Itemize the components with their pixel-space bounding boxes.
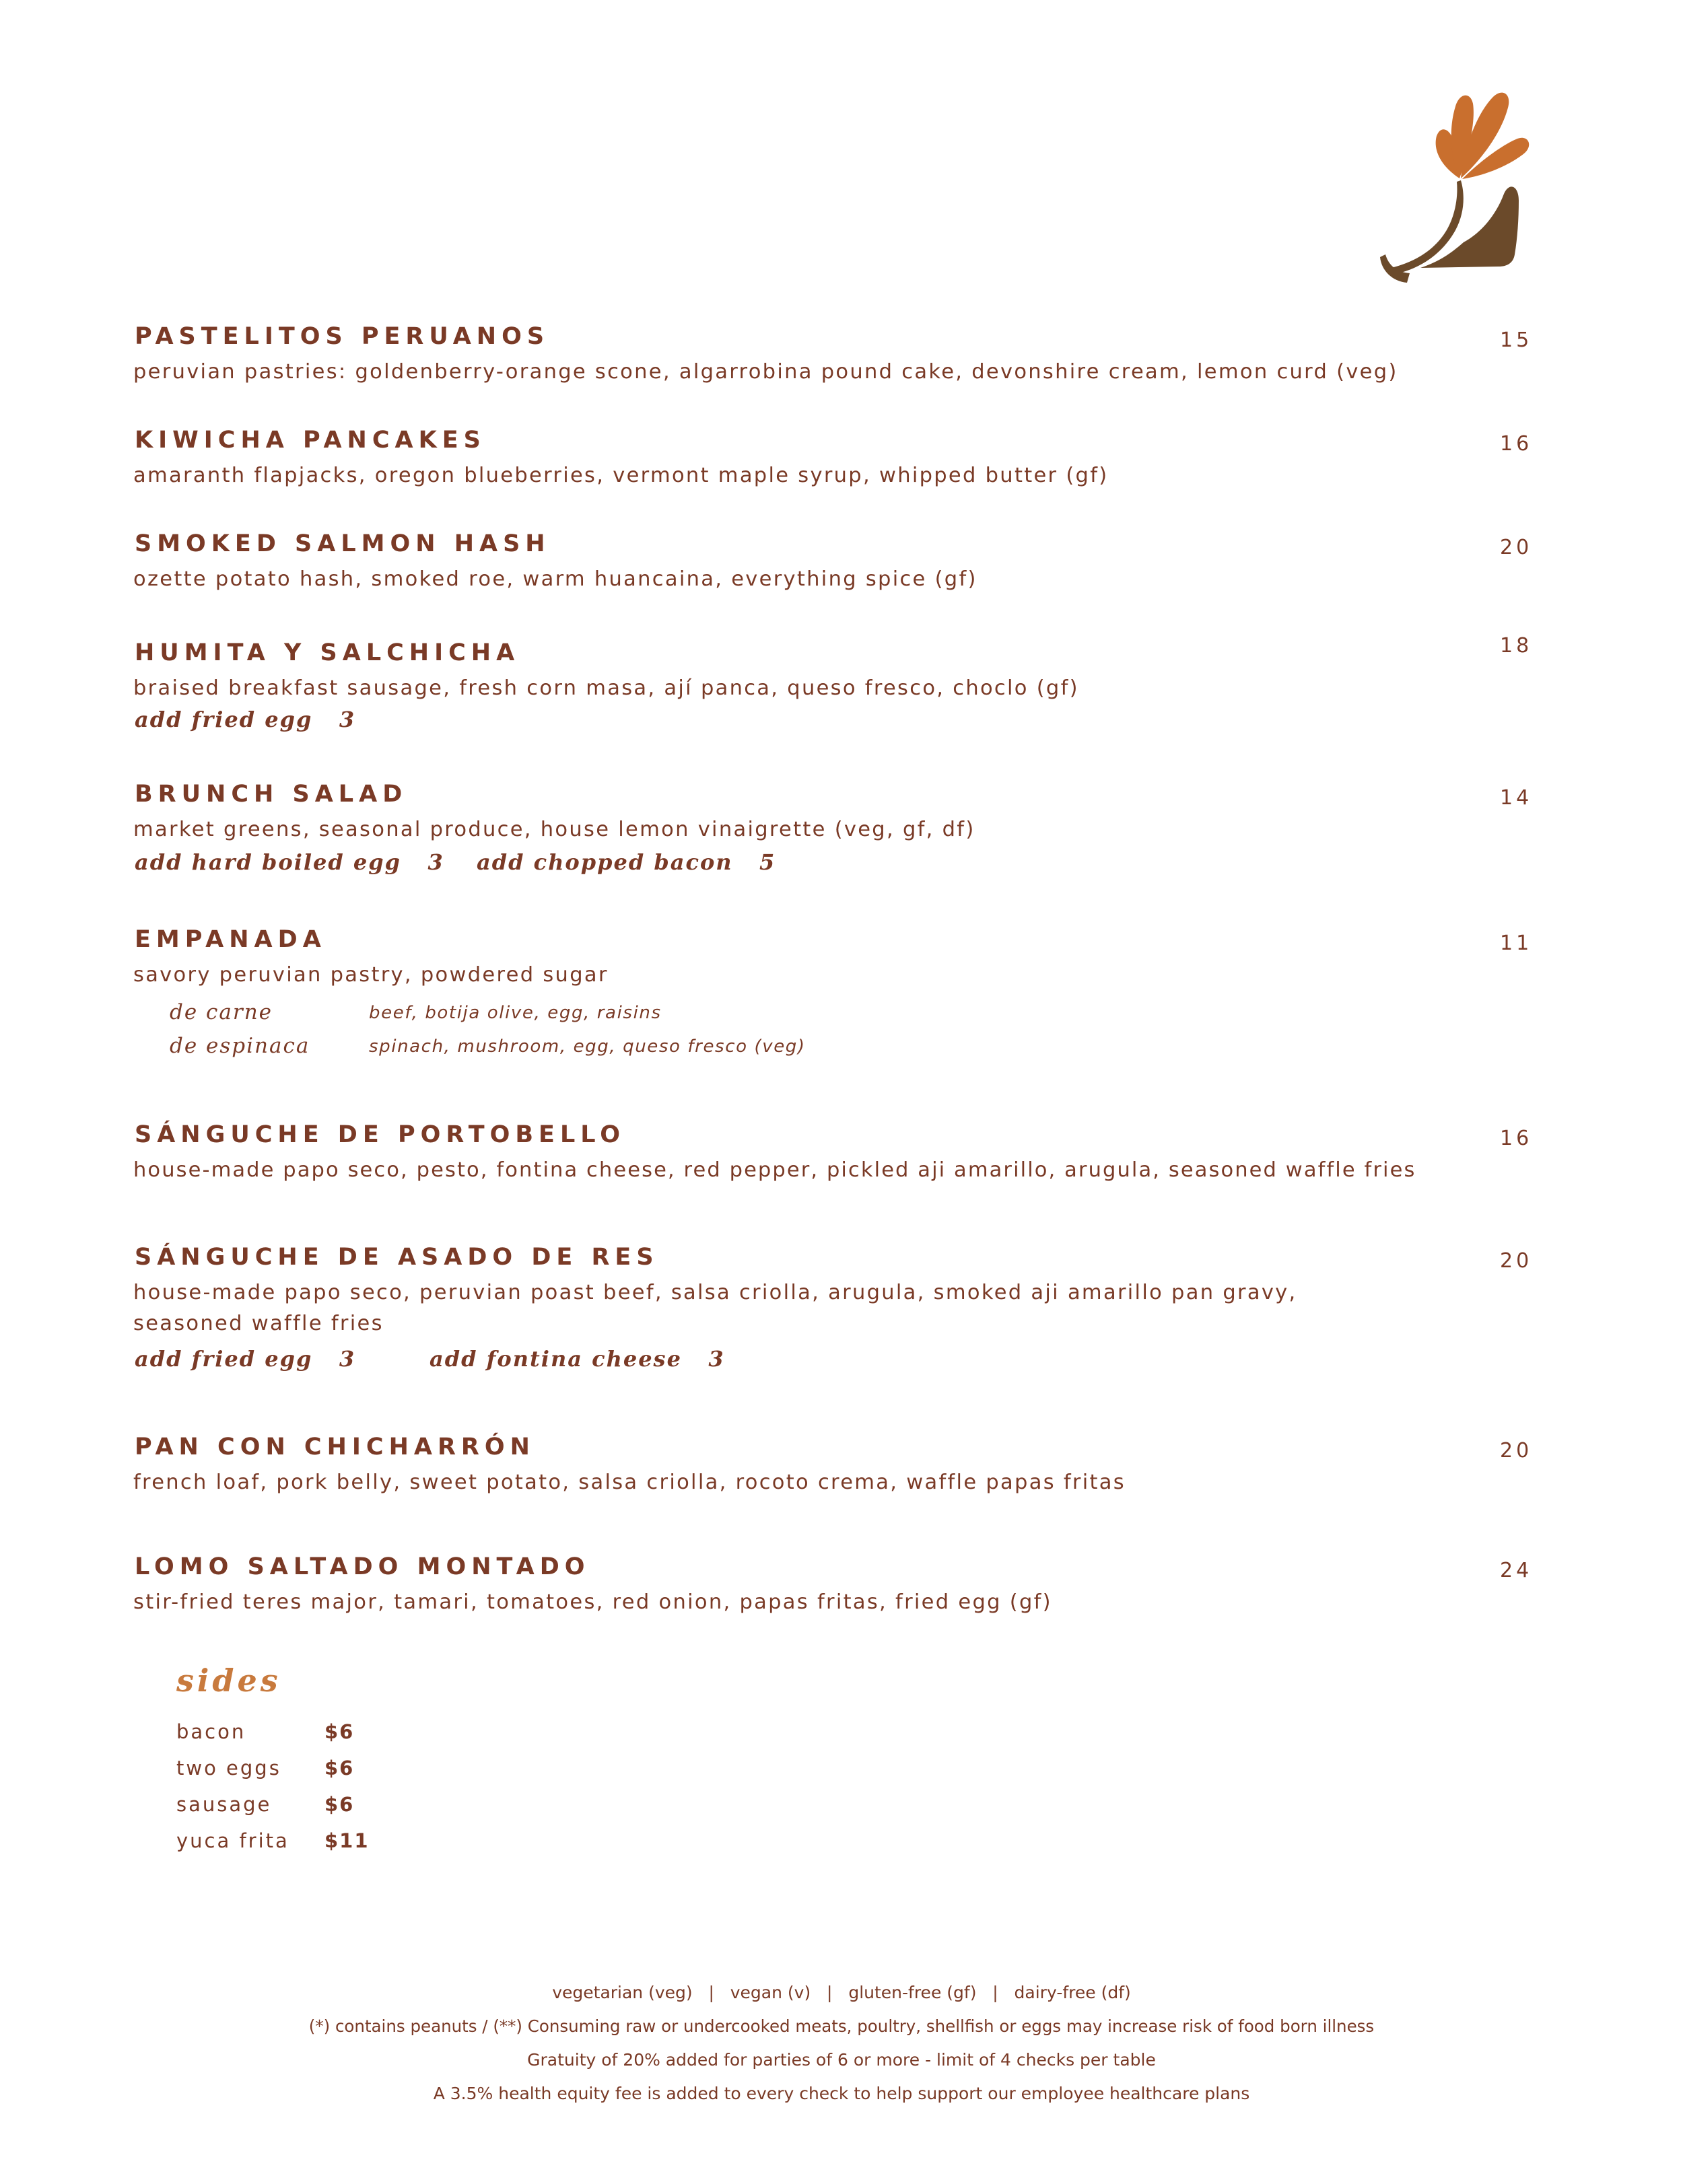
menu-item-price: 18 (1500, 634, 1533, 658)
menu-item-price: 15 (1500, 328, 1533, 352)
menu-item-description: house-made papo seco, peruvian poast beef, salsa criolla, arugula, smoked aji amarillo pan gravy, seasoned waffle fries (133, 1281, 1297, 1335)
menu-item-title: SÁNGUCHE DE ASADO DE RES (135, 1244, 659, 1271)
side-item-price: $6 (324, 1720, 355, 1743)
menu-item-description: braised breakfast sausage, fresh corn masa, ají panca, queso fresco, choclo (gf) (133, 676, 1079, 700)
menu-item-title: KIWICHA PANCAKES (135, 427, 486, 454)
menu-item-title: BRUNCH SALAD (135, 781, 408, 808)
menu-item-addon: add fontina cheese 3 (430, 1346, 725, 1372)
side-item-price: $6 (324, 1793, 355, 1816)
menu-item-price: 20 (1500, 536, 1533, 559)
empanada-variant-description: spinach, mushroom, egg, queso fresco (veg) (369, 1036, 806, 1057)
health-fee-note: A 3.5% health equity fee is added to every check to help support our employee healthcare plans (433, 2084, 1250, 2103)
menu-item-price: 16 (1500, 432, 1533, 456)
menu-item-price: 24 (1500, 1559, 1533, 1582)
side-item (0, 1793, 539, 1827)
menu-item-price: 16 (1500, 1127, 1533, 1150)
sides-heading: sides (176, 1662, 281, 1699)
menu-item-description: ozette potato hash, smoked roe, warm huancaina, everything spice (gf) (133, 567, 977, 591)
menu-item-title: PAN CON CHICHARRÓN (135, 1434, 535, 1460)
side-item-name: bacon (176, 1720, 246, 1743)
empanada-variant-description: beef, botija olive, egg, raisins (369, 1003, 662, 1023)
side-item (0, 1757, 539, 1790)
side-item (0, 1829, 539, 1863)
allergy-warning: (*) contains peanuts / (**) Consuming raw or undercooked meats, poultry, shellfish or eggs may increase risk of food born illness (308, 2016, 1375, 2036)
menu-item-title: SMOKED SALMON HASH (135, 530, 551, 557)
menu-item-addon: add chopped bacon 5 (477, 849, 776, 875)
menu-item-price: 11 (1500, 931, 1533, 955)
menu-item-description: stir-fried teres major, tamari, tomatoes, red onion, papas fritas, fried egg (gf) (133, 1590, 1052, 1614)
menu-item-addon: add fried egg 3 (135, 1346, 356, 1372)
side-item-name: sausage (176, 1793, 272, 1816)
menu-item-title: SÁNGUCHE DE PORTOBELLO (135, 1121, 626, 1148)
side-item (0, 1720, 539, 1754)
side-item-price: $6 (324, 1757, 355, 1780)
menu-item-title: LOMO SALTADO MONTADO (135, 1553, 590, 1580)
menu-item-description: french loaf, pork belly, sweet potato, salsa criolla, rocoto crema, waffle papas fritas (133, 1471, 1126, 1494)
flower-logo-icon (1380, 81, 1542, 289)
menu-item-price: 20 (1500, 1439, 1533, 1463)
menu-item-title: HUMITA Y SALCHICHA (135, 639, 520, 666)
menu-item-title: EMPANADA (135, 926, 327, 953)
side-item-price: $11 (324, 1829, 370, 1852)
menu-item-description: market greens, seasonal produce, house lemon vinaigrette (veg, gf, df) (133, 818, 975, 841)
menu-item-addon: add hard boiled egg 3 (135, 849, 444, 875)
menu-item-description: peruvian pastries: goldenberry-orange scone, algarrobina pound cake, devonshire cream, lemon curd (veg) (133, 360, 1398, 384)
gratuity-note: Gratuity of 20% added for parties of 6 or more - limit of 4 checks per table (527, 2050, 1156, 2070)
empanada-variant-name: de espinaca (170, 1034, 310, 1058)
menu-item-title: PASTELITOS PERUANOS (135, 323, 550, 350)
menu-item-description: amaranth flapjacks, oregon blueberries, vermont maple syrup, whipped butter (gf) (133, 464, 1109, 487)
dietary-legend: vegetarian (veg) | vegan (v) | gluten-free (gf) | dairy-free (df) (552, 1983, 1131, 2002)
side-item-name: yuca frita (176, 1829, 289, 1852)
menu-item-price: 20 (1500, 1249, 1533, 1273)
menu-item-description: house-made papo seco, pesto, fontina cheese, red pepper, pickled aji amarillo, arugula, seasoned waffle fries (133, 1158, 1416, 1182)
menu-item-description: savory peruvian pastry, powdered sugar (133, 963, 609, 987)
side-item-name: two eggs (176, 1757, 281, 1780)
menu-item-addon: add fried egg 3 (135, 707, 356, 732)
menu-item-price: 14 (1500, 786, 1533, 810)
empanada-variant-name: de carne (170, 1000, 273, 1024)
